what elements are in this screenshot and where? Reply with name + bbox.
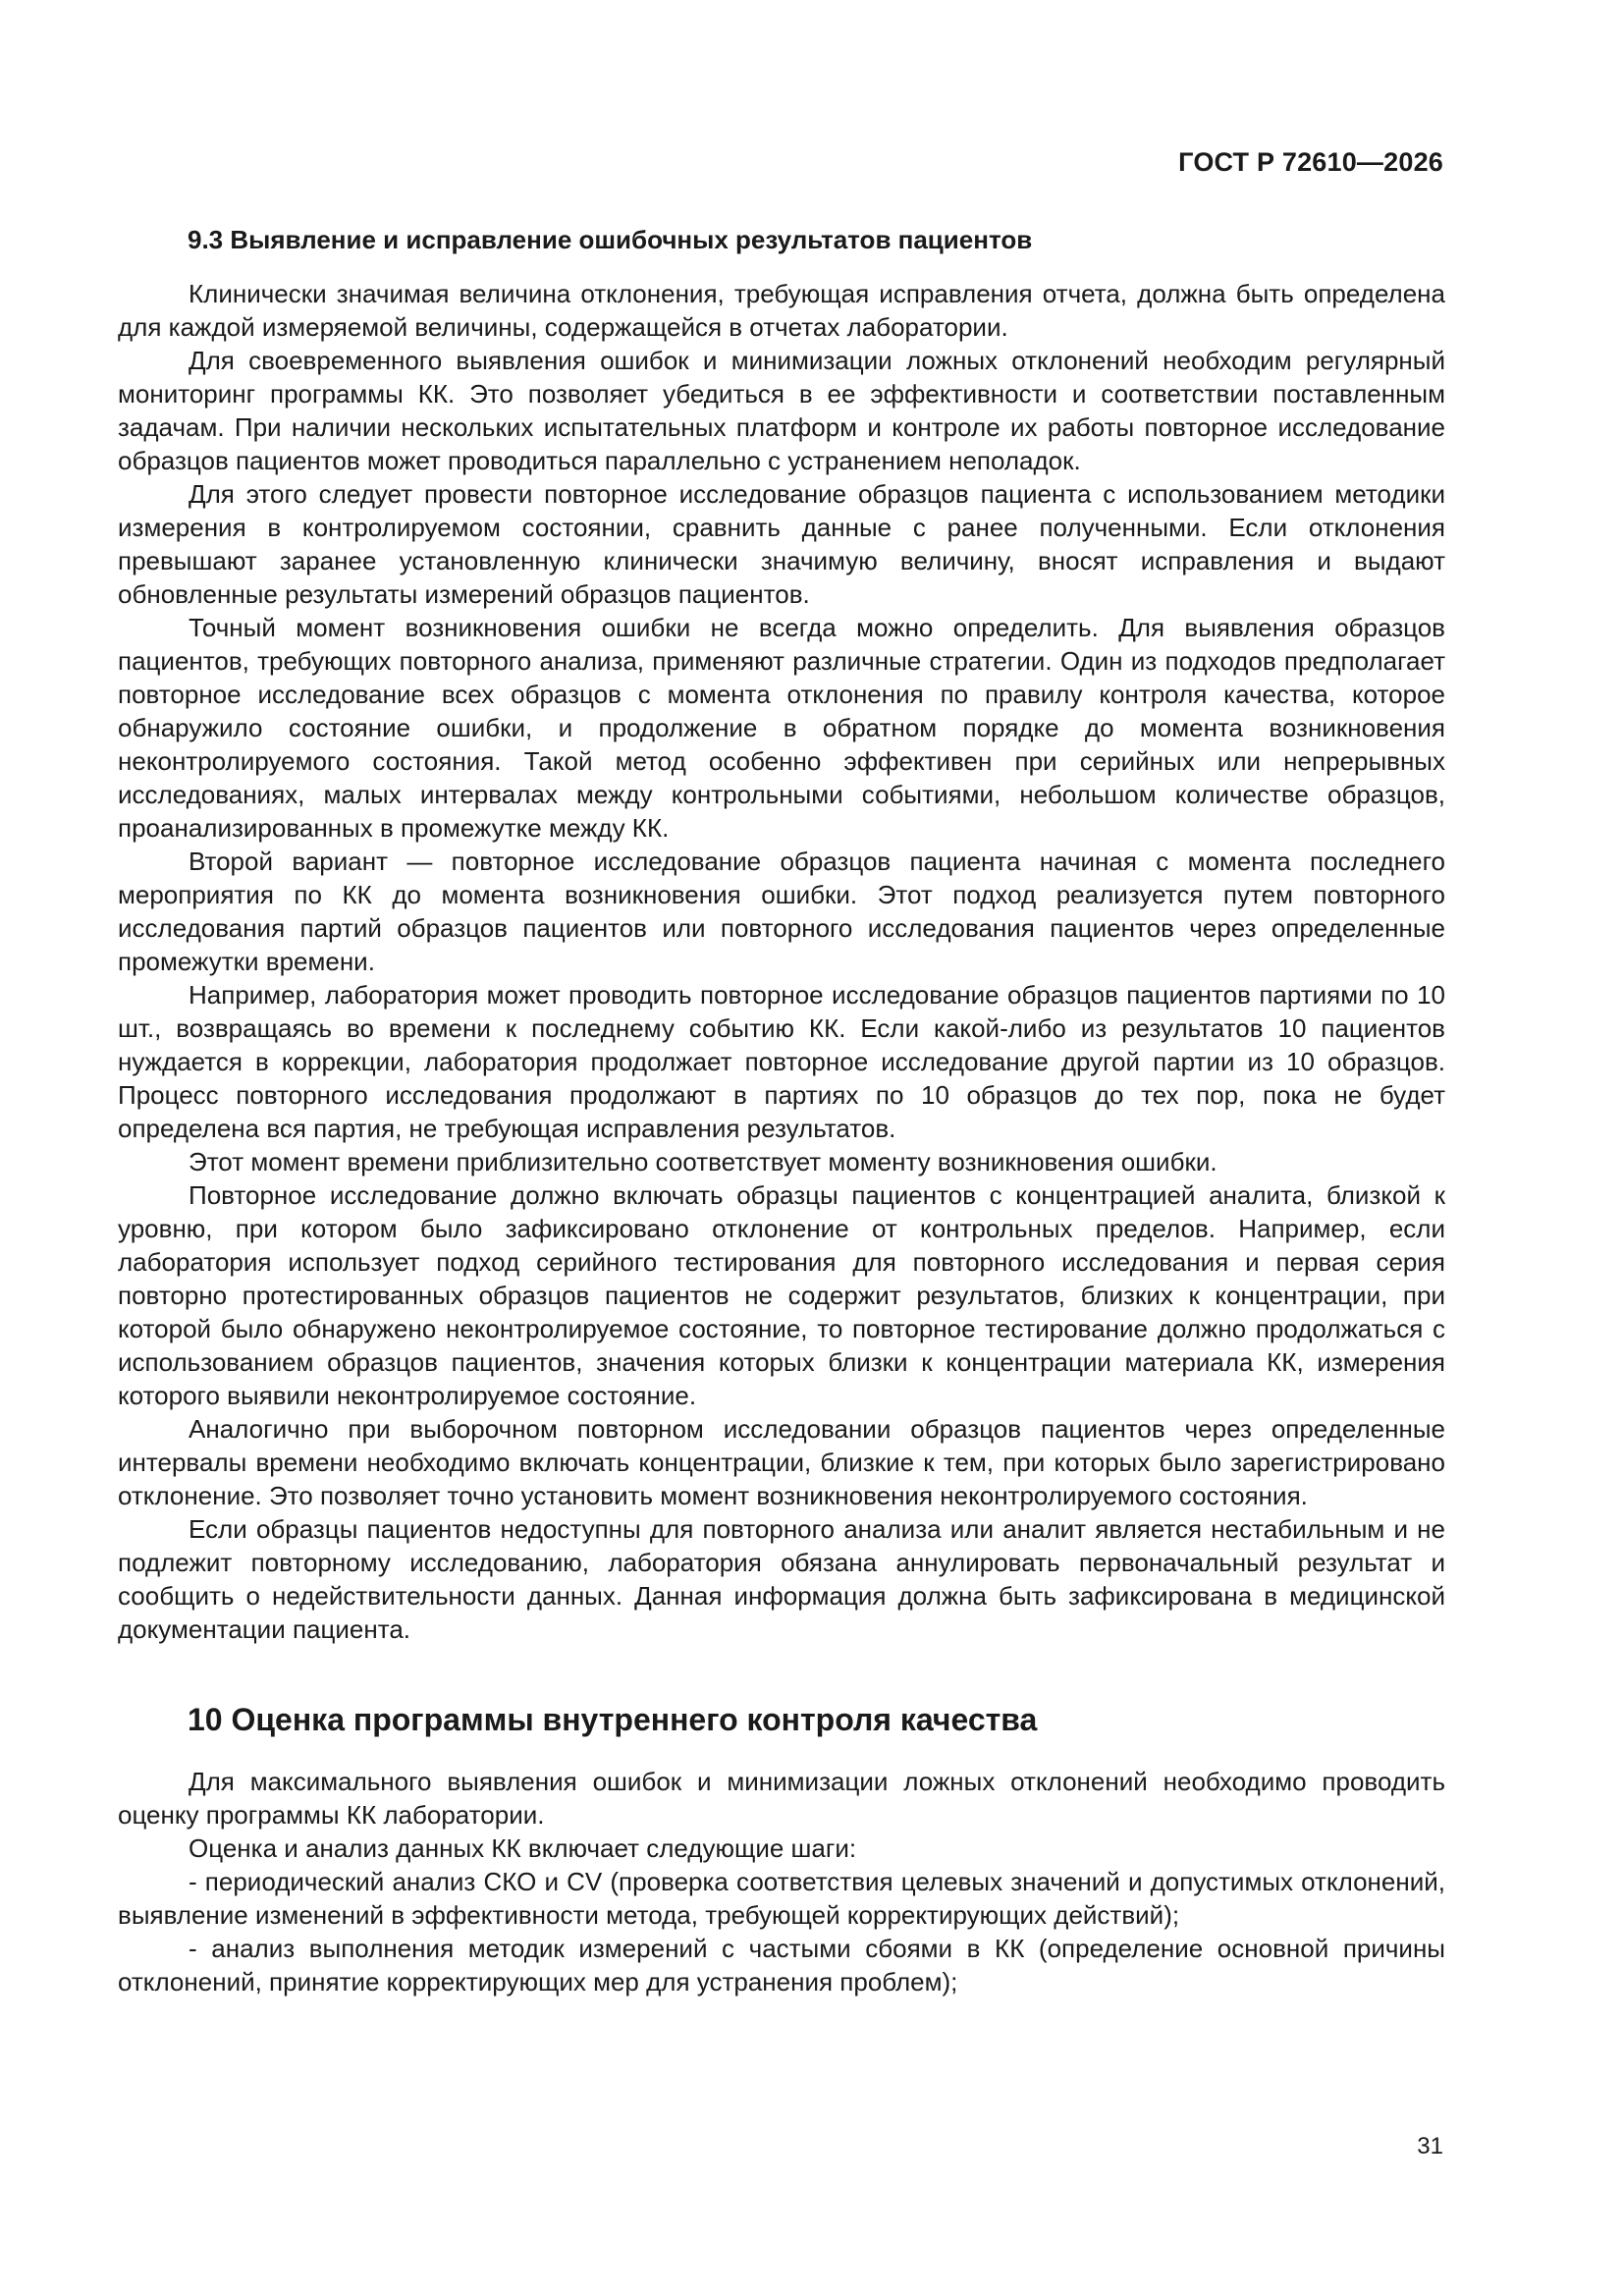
paragraph: Повторное исследование должно включать образцы пациентов с концентрацией аналита, близкой к уровню, при котором было зафиксировано отклонение от контрольных пределов. Например, если лаборатория использует подход серийного тестирования для повторного исследования и первая серия повторно протестированных образцов пациентов не содержит результатов, близких к концентрации, при которой было обнаружено неконтролируемое состояние, то повторное тестирование должно продолжаться с использованием образцов пациентов, значения которых близки к концентрации материала КК, измерения которого выявили неконтролируемое состояние. [118, 1180, 1445, 1410]
page-number: 31 [1417, 2133, 1443, 2159]
document-id-header: ГОСТ Р 72610—2026 [1178, 147, 1443, 177]
paragraph: Аналогично при выборочном повторном исследовании образцов пациентов через определенные интервалы времени необходимо включать концентрации, близкие к тем, при которых было зарегистрировано отклонение. Это позволяет точно установить момент возникновения неконтролируемого состояния. [118, 1414, 1445, 1510]
list-item: - периодический анализ СКО и CV (проверка соответствия целевых значений и допустимых отклонений, выявление изменений в эффективности метода, требующей корректирующих действий); [118, 1867, 1445, 1930]
paragraph: Для своевременного выявления ошибок и минимизации ложных отклонений необходим регулярный мониторинг программы КК. Это позволяет убедиться в ее эффективности и соответствии поставленным задачам. При наличии нескольких испытательных платформ и контроле их работы повторное исследование образцов пациентов может проводиться параллельно с устранением неполадок. [118, 346, 1445, 475]
paragraph: Точный момент возникновения ошибки не всегда можно определить. Для выявления образцов пациентов, требующих повторного анализа, применяют различные стратегии. Один из подходов предполагает повторное исследование всех образцов с момента отклонения по правилу контроля качества, которое обнаружило состояние ошибки, и продолжение в обратном порядке до момента возникновения неконтролируемого состояния. Такой метод особенно эффективен при серийных или непрерывных исследованиях, малых интервалах между контрольными событиями, небольшом количестве образцов, проанализированных в промежутке между КК. [118, 613, 1445, 843]
paragraph: Для максимального выявления ошибок и минимизации ложных отклонений необходимо проводить оценку программы КК лаборатории. [118, 1767, 1445, 1830]
paragraph: Клинически значимая величина отклонения, требующая исправления отчета, должна быть определена для каждой измеряемой величины, содержащейся в отчетах лаборатории. [118, 279, 1445, 342]
paragraph: Например, лаборатория может проводить повторное исследование образцов пациентов партиями по 10 шт., возвращаясь во времени к последнему событию КК. Если какой-либо из результатов 10 пациентов нуждается в коррекции, лаборатория продолжает повторное исследование другой партии из 10 образцов. Процесс повторного исследования продолжают в партиях по 10 образцов до тех пор, пока не будет определена вся партия, не требующая исправления результатов. [118, 980, 1445, 1143]
list-item: - анализ выполнения методик измерений с частыми сбоями в КК (определение основной причины отклонений, принятие корректирующих мер для устранения проблем); [118, 1934, 1445, 1996]
paragraph: Второй вариант — повторное исследование образцов пациента начиная с момента последнего мероприятия по КК до момента возникновения ошибки. Этот подход реализуется путем повторного исследования партий образцов пациентов или повторного исследования пациентов через определенные промежутки времени. [118, 847, 1445, 976]
paragraph: Если образцы пациентов недоступны для повторного анализа или аналит является нестабильным и не подлежит повторному исследованию, лаборатория обязана аннулировать первоначальный результат и сообщить о недействительности данных. Данная информация должна быть зафиксирована в медицинской документации пациента. [118, 1514, 1445, 1644]
paragraph: Для этого следует провести повторное исследование образцов пациента с использованием методики измерения в контролируемом состоянии, сравнить данные с ранее полученными. Если отклонения превышают заранее установленную клинически значимую величину, вносят исправления и выдают обновленные результаты измерений образцов пациентов. [118, 479, 1445, 609]
paragraph: Оценка и анализ данных КК включает следующие шаги: [189, 1833, 857, 1863]
page-content [118, 222, 1445, 1998]
section-title: 10 Оценка программы внутреннего контроля качества [188, 1702, 1038, 1737]
paragraph: Этот момент времени приблизительно соответствует моменту возникновения ошибки. [189, 1147, 1217, 1176]
subsection-title: 9.3 Выявление и исправление ошибочных результатов пациентов [188, 225, 1033, 254]
